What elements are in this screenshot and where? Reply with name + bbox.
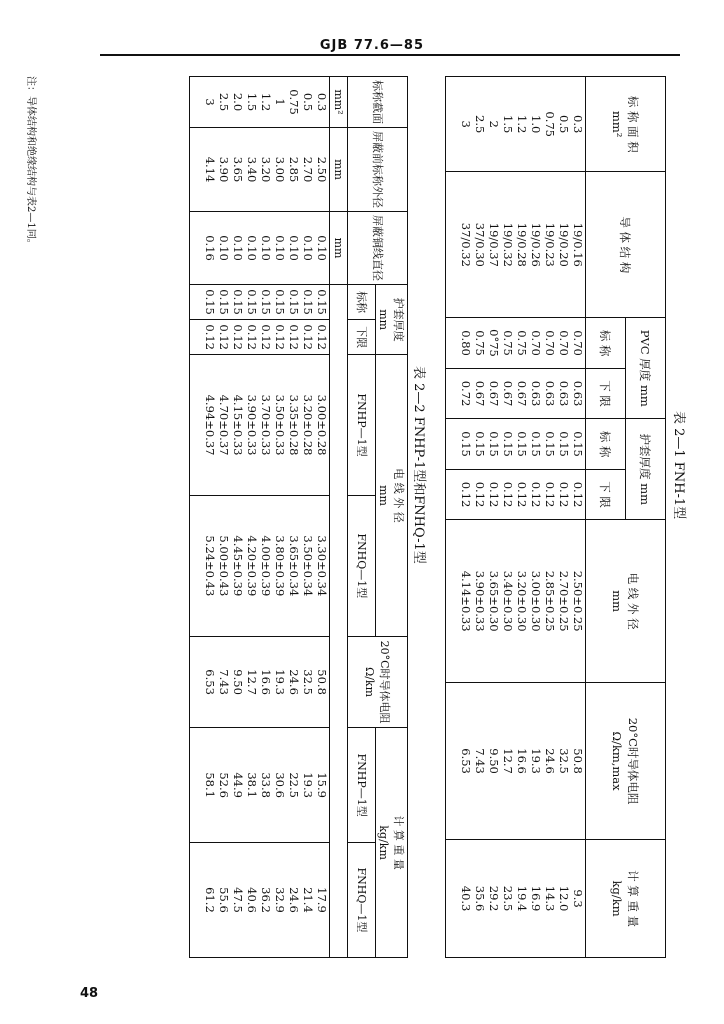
t1-col-diameter bbox=[446, 520, 586, 683]
t2-cell: 1 bbox=[273, 98, 287, 106]
t2-cell: 3.90±0.33 bbox=[245, 394, 259, 456]
t1-conductor-header: 导 体 结 构 bbox=[586, 172, 666, 318]
t1-cell: 24.6 bbox=[543, 748, 557, 774]
t1-cell: 0.12 bbox=[571, 481, 585, 508]
t1-cell: 0°75 bbox=[487, 329, 501, 357]
t1-cell: 19/0.16 bbox=[571, 222, 585, 267]
t2-cell: 0.10 bbox=[217, 235, 231, 261]
t1-cell: 0.63 bbox=[571, 380, 585, 407]
t2-col-fnhq-diameter bbox=[190, 495, 330, 636]
t1-cell: 0.67 bbox=[473, 380, 487, 407]
t2-cell: 0.10 bbox=[273, 235, 287, 261]
header-rule bbox=[100, 54, 680, 56]
t2-col-fnhp-weight bbox=[190, 728, 330, 843]
t1-resistance-header: 20°C时导体电阻 Ω/km,max bbox=[586, 683, 666, 840]
t2-weight-header: 计 算 重 量 kg/km bbox=[376, 728, 408, 958]
t2-cell: 38.1 bbox=[245, 772, 259, 798]
t1-pvc-nominal-header: 标 称 bbox=[586, 318, 626, 369]
t2-cell: 0.75 bbox=[287, 89, 301, 115]
t1-cell: 19.4 bbox=[515, 885, 529, 912]
t2-shield-od-header: 屏蔽前标称外径 bbox=[348, 128, 408, 212]
t1-cell: 0.12 bbox=[501, 481, 515, 508]
t2-cell: 0.16 bbox=[203, 235, 217, 261]
t1-cell: 23.5 bbox=[501, 885, 515, 912]
t1-cell: 0.75 bbox=[543, 111, 557, 137]
t2-cell: 0.15 bbox=[273, 289, 287, 315]
t1-cell: 0.3 bbox=[571, 115, 585, 134]
t2-col-fnhq-weight bbox=[190, 842, 330, 957]
t2-cell: 1.2 bbox=[259, 92, 273, 112]
t1-cell: 2.50±0.25 bbox=[571, 570, 585, 632]
t2-cell: 3.50±0.34 bbox=[301, 535, 315, 597]
t1-jacket-header: 护套厚度 mm bbox=[626, 419, 666, 520]
t1-weight-header: 计 算 重 量 kg/km bbox=[586, 840, 666, 958]
t1-cell: 0.12 bbox=[459, 481, 473, 508]
t1-cell: 0.15 bbox=[571, 431, 585, 457]
t2-data-row bbox=[190, 77, 330, 958]
t2-cell: 0.12 bbox=[217, 324, 231, 350]
t1-cell: 0.15 bbox=[529, 431, 543, 457]
t1-cell: 19.3 bbox=[529, 748, 543, 774]
t2-cell: 3.30±0.34 bbox=[315, 535, 329, 597]
t2-cell: 15.9 bbox=[315, 772, 329, 798]
t2-cell: 0.3 bbox=[315, 92, 329, 112]
t2-cell: 3.20±0.28 bbox=[301, 394, 315, 456]
t2-cell: 0.12 bbox=[231, 324, 245, 350]
t2-cell: 61.2 bbox=[203, 887, 217, 913]
t2-cell: 12.7 bbox=[245, 669, 259, 695]
t1-cell: 7.43 bbox=[473, 748, 487, 774]
t1-cell: 37/0.30 bbox=[473, 222, 487, 267]
t1-cell: 0.12 bbox=[487, 481, 501, 508]
table1-caption: 表 2—1 FNH-1型 bbox=[671, 411, 686, 520]
t2-cell: 3.20 bbox=[259, 156, 273, 183]
t1-cell: 0.5 bbox=[557, 115, 571, 134]
t1-cell: 1.0 bbox=[529, 115, 543, 134]
t1-cell: 35.6 bbox=[473, 885, 487, 912]
page-number: 48 bbox=[80, 986, 99, 1001]
t1-cell: 0.15 bbox=[543, 431, 557, 457]
t1-jacket-nominal-header: 标 称 bbox=[586, 419, 626, 470]
t1-cell: 16.9 bbox=[529, 885, 543, 912]
t1-data-row bbox=[446, 77, 586, 958]
t2-cell: 2.85 bbox=[287, 156, 301, 183]
t1-cell: 0.70 bbox=[529, 330, 543, 356]
t2-cell: 52.6 bbox=[217, 772, 231, 798]
t2-cell: 3.65±0.34 bbox=[287, 535, 301, 597]
t1-cell: 16.6 bbox=[515, 748, 529, 774]
t2-cell: 4.14 bbox=[203, 156, 217, 183]
t1-cell: 0.67 bbox=[487, 380, 501, 407]
t2-cell: 3.00±0.28 bbox=[315, 394, 329, 456]
t1-cell: 0.15 bbox=[459, 431, 473, 457]
t1-col-pvc-nominal bbox=[446, 318, 586, 369]
t1-cell: 32.5 bbox=[557, 748, 571, 774]
t1-cell: 0.72 bbox=[459, 380, 473, 407]
t2-cell: 47.5 bbox=[231, 887, 245, 913]
t2-cell: 3.50±0.33 bbox=[273, 394, 287, 456]
t1-col-jacket-min bbox=[446, 469, 586, 520]
t1-cell: 1.2 bbox=[515, 115, 529, 134]
t1-cell: 0.70 bbox=[571, 330, 585, 356]
t2-cell: 0.10 bbox=[301, 235, 315, 261]
t1-diameter-header: 电 线 外 径 mm bbox=[586, 520, 666, 683]
table2-note: 注：导体结构和绝缘结构与表2—1同。 bbox=[25, 76, 36, 249]
t2-cell: 0.12 bbox=[259, 324, 273, 350]
t2-shield-wire-header: 屏蔽铜线直径 bbox=[348, 212, 408, 285]
t1-cell: 2.85±0.25 bbox=[543, 570, 557, 632]
t1-cell: 0.80 bbox=[459, 330, 473, 356]
t2-cell: 24.6 bbox=[287, 887, 301, 913]
t2-cell: 0.15 bbox=[301, 289, 315, 315]
t1-cell: 0.12 bbox=[529, 481, 543, 508]
t1-cell: 3.65±0.30 bbox=[487, 570, 501, 632]
t2-cell: 5.24±0.43 bbox=[203, 535, 217, 597]
t2-cell: 0.10 bbox=[259, 235, 273, 261]
t1-cell: 0.12 bbox=[473, 481, 487, 508]
t1-cell: 0.70 bbox=[557, 330, 571, 356]
t1-cell: 14.3 bbox=[543, 885, 557, 912]
t1-cell: 0.12 bbox=[557, 481, 571, 508]
t2-cell: 36.2 bbox=[259, 887, 273, 913]
t1-cell: 4.14±0.33 bbox=[459, 570, 473, 632]
t2-cell: 4.00±0.39 bbox=[259, 535, 273, 597]
t2-cell: 0.15 bbox=[203, 289, 217, 315]
t1-col-jacket-nominal bbox=[446, 419, 586, 470]
t1-cell: 0.75 bbox=[501, 330, 515, 356]
t2-cell: 3.65 bbox=[231, 156, 245, 183]
t2-cell: 24.6 bbox=[287, 669, 301, 695]
t2-diameter-header: 电 线 外 径 mm bbox=[376, 355, 408, 637]
t2-fnhp-dia-header: FNHP—1型 bbox=[348, 355, 376, 496]
t2-cell: 6.53 bbox=[203, 669, 217, 695]
t1-cell: 3.90±0.33 bbox=[473, 570, 487, 632]
t1-cell: 19/0.26 bbox=[529, 222, 543, 267]
t2-cell: 3.80±0.39 bbox=[273, 535, 287, 597]
t2-cell: 0.15 bbox=[259, 289, 273, 315]
t2-cell: 3.90 bbox=[217, 156, 231, 183]
t2-col-fnhp-diameter bbox=[190, 355, 330, 496]
t2-col-shield-od bbox=[190, 128, 330, 212]
t1-cell: 12.0 bbox=[557, 885, 571, 912]
t2-cell: 32.9 bbox=[273, 887, 287, 913]
t1-cell: 9.3 bbox=[571, 889, 585, 908]
t1-cell: 0.70 bbox=[543, 330, 557, 356]
t2-col-jacket-min bbox=[190, 320, 330, 355]
t2-jacket-header: 护套厚度 mm bbox=[376, 285, 408, 355]
t2-area-header: 标称截面 bbox=[348, 77, 408, 128]
t2-cell: 32.5 bbox=[301, 669, 315, 695]
t2-cell: 50.8 bbox=[315, 669, 329, 695]
t1-cell: 3.00±0.30 bbox=[529, 570, 543, 632]
t1-cell: 0.15 bbox=[487, 431, 501, 457]
t2-col-jacket-nominal bbox=[190, 285, 330, 320]
t2-cell: 21.4 bbox=[301, 887, 315, 913]
t1-cell: 0.63 bbox=[557, 380, 571, 407]
t2-cell: 55.6 bbox=[217, 887, 231, 913]
t2-cell: 19.3 bbox=[301, 772, 315, 798]
t2-cell: 0.12 bbox=[273, 324, 287, 350]
t2-jacket-min-header: 下限 bbox=[348, 320, 376, 355]
t2-shield-wire-unit: mm bbox=[330, 212, 348, 285]
t1-cell: 19/0.23 bbox=[543, 222, 557, 267]
t2-cell: 0.12 bbox=[245, 324, 259, 350]
t2-cell: 33.8 bbox=[259, 772, 273, 798]
t2-cell: 2.50 bbox=[315, 156, 329, 183]
t1-col-pvc-min bbox=[446, 368, 586, 419]
t2-col-area bbox=[190, 77, 330, 128]
t2-resistance-header: 20°C时导体电阻 Ω/km bbox=[348, 636, 408, 727]
t1-cell: 12.7 bbox=[501, 748, 515, 774]
t1-cell: 0.63 bbox=[529, 380, 543, 407]
t1-cell: 0.12 bbox=[515, 481, 529, 508]
t1-cell: 19/0.28 bbox=[515, 222, 529, 267]
t1-cell: 19/0.20 bbox=[557, 222, 571, 267]
t1-cell: 1.5 bbox=[501, 115, 515, 134]
document-header: GJB 77.6—85 bbox=[319, 38, 424, 53]
rotated-content bbox=[10, 66, 700, 956]
t2-cell: 0.15 bbox=[287, 289, 301, 315]
t1-col-conductor bbox=[446, 172, 586, 318]
t2-cell: 22.5 bbox=[287, 772, 301, 798]
table1 bbox=[445, 76, 666, 958]
t2-cell: 58.1 bbox=[203, 772, 217, 798]
t2-cell: 2.70 bbox=[301, 156, 315, 183]
t1-cell: 37/0.32 bbox=[459, 222, 473, 267]
t1-cell: 2.70±0.25 bbox=[557, 570, 571, 632]
t1-jacket-min-header: 下 限 bbox=[586, 469, 626, 520]
t2-cell: 4.94±0.37 bbox=[203, 394, 217, 456]
t2-cell: 4.70±0.37 bbox=[217, 394, 231, 456]
t2-cell: 4.45±0.39 bbox=[231, 535, 245, 597]
t2-fnhq-dia-header: FNHQ—1型 bbox=[348, 495, 376, 636]
t2-cell: 1.5 bbox=[245, 92, 259, 112]
t2-cell: 0.15 bbox=[231, 289, 245, 315]
t1-cell: 3.40±0.30 bbox=[501, 570, 515, 632]
t1-cell: 2 bbox=[487, 120, 501, 128]
t2-cell: 0.10 bbox=[315, 235, 329, 261]
t1-cell: 29.2 bbox=[487, 885, 501, 912]
t1-cell: 0.63 bbox=[543, 380, 557, 407]
t2-cell: 0.15 bbox=[217, 289, 231, 315]
t2-cell: 44.9 bbox=[231, 772, 245, 798]
t1-cell: 0.15 bbox=[473, 431, 487, 457]
t2-shield-od-unit: mm bbox=[330, 128, 348, 212]
t1-cell: 19/0.32 bbox=[501, 222, 515, 267]
t1-cell: 0.67 bbox=[515, 380, 529, 407]
t1-cell: 6.53 bbox=[459, 748, 473, 774]
t2-jacket-nominal-header: 标称 bbox=[348, 285, 376, 320]
t2-cell: 3.00 bbox=[273, 156, 287, 183]
t1-cell: 40.3 bbox=[459, 885, 473, 912]
t2-cell: 0.15 bbox=[245, 289, 259, 315]
t1-area-header: 标 称 面 积 mm² bbox=[586, 77, 666, 172]
t2-cell: 4.20±0.39 bbox=[245, 535, 259, 597]
t2-cell: 9.50 bbox=[231, 669, 245, 695]
table2-caption: 表 2—2 FNHP-1型和FNHQ-1型 bbox=[411, 366, 426, 564]
t2-cell: 16.6 bbox=[259, 669, 273, 695]
t2-cell: 2.0 bbox=[231, 92, 245, 112]
t1-cell: 9.50 bbox=[487, 748, 501, 774]
t2-cell: 0.15 bbox=[315, 289, 329, 315]
t2-cell: 19.3 bbox=[273, 669, 287, 695]
t2-area-unit: mm² bbox=[330, 77, 348, 128]
t1-cell: 0.15 bbox=[515, 431, 529, 457]
t2-cell: 0.12 bbox=[203, 324, 217, 350]
t1-col-resistance bbox=[446, 683, 586, 840]
t2-cell: 0.10 bbox=[287, 235, 301, 261]
table2 bbox=[189, 76, 408, 958]
t2-cell: 3.40 bbox=[245, 156, 259, 183]
t2-cell: 2.5 bbox=[217, 92, 231, 112]
t1-cell: 0.67 bbox=[501, 380, 515, 407]
t1-col-area bbox=[446, 77, 586, 172]
t2-cell: 7.43 bbox=[217, 669, 231, 695]
t1-cell: 2.5 bbox=[473, 115, 487, 134]
t1-cell: 0.15 bbox=[501, 431, 515, 457]
t1-cell: 19/0.37 bbox=[487, 222, 501, 267]
t2-cell: 3.35±0.28 bbox=[287, 394, 301, 456]
t1-pvc-min-header: 下 限 bbox=[586, 368, 626, 419]
t2-cell: 3.70±0.33 bbox=[259, 394, 273, 456]
t2-cell: 0.10 bbox=[231, 235, 245, 261]
t1-col-weight bbox=[446, 840, 586, 958]
t1-cell: 50.8 bbox=[571, 748, 585, 774]
t2-cell: 0.12 bbox=[301, 324, 315, 350]
t2-cell: 0.5 bbox=[301, 92, 315, 112]
t2-cell: 0.12 bbox=[287, 324, 301, 350]
t2-col-resistance bbox=[190, 636, 330, 727]
t2-cell: 4.15±0.33 bbox=[231, 394, 245, 456]
t2-cell: 30.6 bbox=[273, 772, 287, 798]
t2-cell: 5.00±0.43 bbox=[217, 535, 231, 597]
t2-fnhp-wt-header: FNHP—1型 bbox=[348, 728, 376, 843]
t1-cell: 3 bbox=[459, 120, 473, 128]
t2-cell: 3 bbox=[203, 98, 217, 106]
t1-pvc-header: PVC 厚度 mm bbox=[626, 318, 666, 419]
t2-cell: 0.12 bbox=[315, 324, 329, 350]
t2-fnhq-wt-header: FNHQ—1型 bbox=[348, 842, 376, 957]
t1-cell: 0.15 bbox=[557, 431, 571, 457]
t1-cell: 0.12 bbox=[543, 481, 557, 508]
t2-cell: 0.10 bbox=[245, 235, 259, 261]
t2-cell: 40.6 bbox=[245, 887, 259, 913]
t1-cell: 3.20±0.30 bbox=[515, 570, 529, 632]
t1-cell: 0.75 bbox=[473, 330, 487, 356]
t2-col-shield-wire bbox=[190, 212, 330, 285]
t2-cell: 17.9 bbox=[315, 887, 329, 913]
t1-cell: 0.75 bbox=[515, 330, 529, 356]
